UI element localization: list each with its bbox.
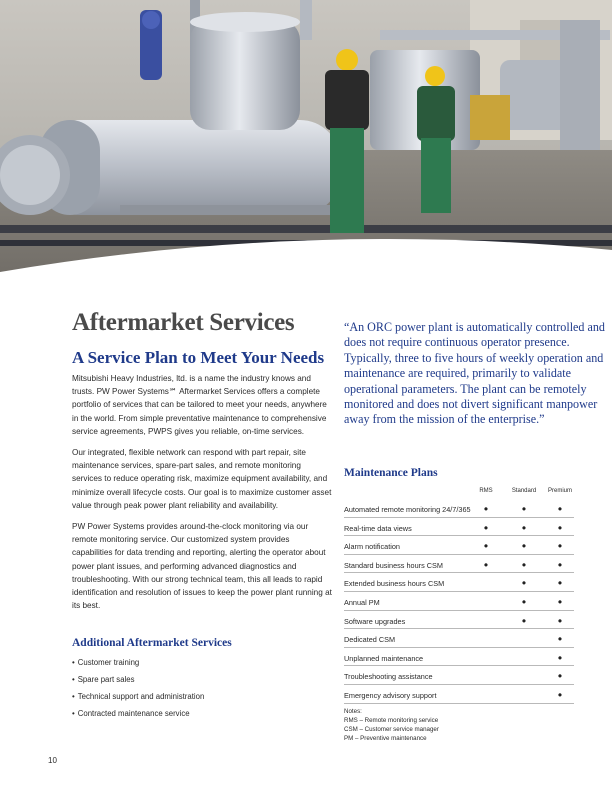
plan-dot-rms: •: [483, 520, 489, 535]
table-row: [344, 592, 574, 611]
plan-dot-rms: •: [483, 557, 489, 572]
left-column: [72, 306, 332, 722]
plan-dot-premium: •: [557, 650, 563, 665]
row-label: Software upgrades: [344, 616, 406, 626]
maintenance-plans-table: [344, 485, 574, 704]
plan-dot-premium: •: [557, 613, 563, 628]
plan-dot-premium: •: [557, 594, 563, 609]
column-header-premium: Premium: [547, 488, 572, 494]
table-header: [344, 485, 574, 499]
column-header-rms: RMS: [479, 488, 493, 494]
plan-dot-standard: •: [521, 520, 527, 535]
plan-dot-rms: •: [483, 539, 489, 554]
page-title: Aftermarket Services: [72, 309, 295, 336]
table-row: [344, 629, 574, 648]
table-row: [344, 685, 574, 704]
plan-dot-premium: •: [557, 520, 563, 535]
plan-dot-premium: •: [557, 539, 563, 554]
monitoring-paragraph: PW Power Systems provides around-the-clock monitoring via our remote monitoring service. Our customized system provides capabilities for data trending and reporting, alerting the operator about power plant issues, and performing advanced diagnostics and troubleshooting. With our strong technical team, this all leads to rapid identification and resolution of issues to keep the power plant running at its best.: [72, 522, 332, 611]
plan-dot-premium: •: [557, 687, 563, 702]
list-item: • Customer training: [72, 654, 332, 671]
plan-dot-premium: •: [557, 632, 563, 647]
table-row: [344, 666, 574, 685]
row-label: Alarm notification: [344, 542, 400, 552]
plan-dot-standard: •: [521, 539, 527, 554]
list-item: • Spare part sales: [72, 671, 332, 688]
maintenance-plans-heading: Maintenance Plans: [344, 467, 438, 479]
row-label: Standard business hours CSM: [344, 560, 443, 570]
column-header-standard: Standard: [511, 488, 537, 494]
row-label: Troubleshooting assistance: [344, 672, 433, 682]
plan-dot-standard: •: [521, 576, 527, 591]
additional-services-heading: Additional Aftermarket Services: [72, 637, 232, 650]
row-label: Real-time data views: [344, 523, 412, 533]
page-number: 10: [48, 756, 57, 765]
plan-dot-premium: •: [557, 502, 563, 516]
row-label: Annual PM: [344, 597, 380, 607]
note-line: PM – Preventive maintenance: [344, 735, 427, 742]
plan-dot-premium: •: [557, 557, 563, 572]
plan-dot-standard: •: [521, 613, 527, 628]
row-label: Extended business hours CSM: [344, 579, 445, 589]
section-subtitle: A Service Plan to Meet Your Needs: [72, 348, 325, 367]
plan-dot-standard: •: [521, 594, 527, 609]
table-row: [344, 536, 574, 555]
notes-title: Notes:: [344, 708, 362, 715]
table-row: [344, 499, 574, 518]
table-row: [344, 555, 574, 574]
list-item: • Technical support and administration: [72, 688, 332, 705]
plan-dot-premium: •: [557, 669, 563, 684]
table-row: [344, 611, 574, 630]
power-plant-photo: [0, 0, 612, 290]
row-label: Emergency advisory support: [344, 690, 437, 700]
plan-dot-premium: •: [557, 576, 563, 591]
table-notes: [344, 707, 439, 743]
plan-dot-standard: •: [521, 557, 527, 572]
table-row: [344, 573, 574, 592]
table-row: [344, 518, 574, 537]
row-label: Dedicated CSM: [344, 635, 396, 645]
list-item: • Contracted maintenance service: [72, 705, 332, 722]
note-line: CSM – Customer service manager: [344, 726, 439, 733]
intro-paragraph: Mitsubishi Heavy Industries, ltd. is a name the industry knows and trusts. PW Power Systems℠ Aftermarket Services offers a complete portfolio of services that can be tailored to meet your needs, anywhere in the world. From simple preventative maintenance to comprehensive service agreements, PWPS gives you reliable, on-time services.: [72, 374, 327, 436]
additional-services-list: [72, 654, 332, 722]
note-line: RMS – Remote monitoring service: [344, 717, 439, 724]
row-label: Automated remote monitoring 24/7/365: [344, 505, 471, 514]
row-label: Unplanned maintenance: [344, 653, 424, 663]
network-paragraph: Our integrated, flexible network can respond with part repair, site maintenance services, spare-part sales, and remote monitoring services to reduce operating risk, maximize equipment availability, and minimize overall lifecycle costs. Our goal is to maximize customer asset value through peak power plant reliability and availability.: [72, 448, 332, 510]
pull-quote: “An ORC power plant is automatically controlled and does not require continuous operator presence. Typically, three to five hours of weekly operation and maintenance are required, primarily to validate operational parameters. The plant can be remotely monitored and does not divert significant manpower away from the mission of the enterprise.”: [344, 320, 605, 427]
plan-dot-standard: •: [521, 502, 527, 516]
plan-dot-rms: •: [483, 502, 489, 516]
hero-photo: [0, 0, 612, 290]
table-row: [344, 648, 574, 667]
